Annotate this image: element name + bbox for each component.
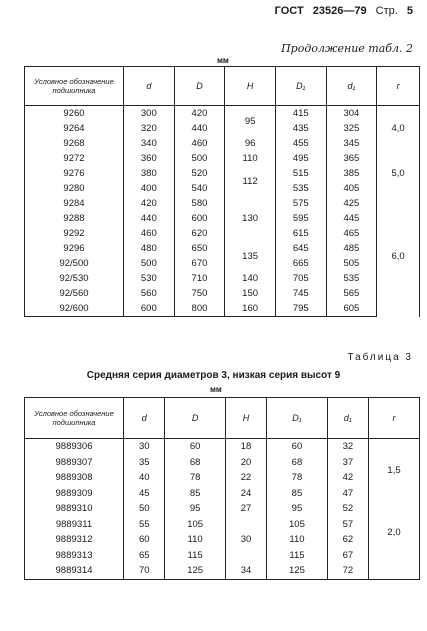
d-cell: 560 — [124, 286, 175, 301]
designation-cell: 9268 — [25, 136, 124, 151]
D-cell: 78 — [165, 470, 225, 486]
designation-cell: 9272 — [25, 151, 124, 166]
d1-cell: 304 — [326, 106, 377, 122]
designation-cell: 9889307 — [25, 455, 124, 471]
table-row — [25, 470, 420, 486]
page-header — [269, 5, 413, 17]
D1-cell: 78 — [267, 470, 327, 486]
designation-cell: 9260 — [25, 106, 124, 122]
D1-cell: 85 — [267, 486, 327, 502]
r-cell: 1,5 — [369, 439, 420, 502]
table-row — [25, 106, 420, 122]
table-row — [25, 151, 420, 166]
column-header: d — [124, 67, 175, 106]
D1-cell: 745 — [275, 286, 326, 301]
D-cell: 800 — [174, 301, 225, 317]
D1-cell: 665 — [275, 256, 326, 271]
d-cell: 60 — [124, 532, 165, 548]
D1-cell: 535 — [275, 181, 326, 196]
designation-cell: 9276 — [25, 166, 124, 181]
table-row — [25, 211, 420, 226]
H-cell: 22 — [225, 470, 266, 486]
designation-cell: 9889306 — [25, 439, 124, 455]
table-row — [25, 548, 420, 564]
designation-cell: 9280 — [25, 181, 124, 196]
D1-cell: 795 — [275, 301, 326, 317]
H-cell: 24 — [225, 486, 266, 502]
d1-cell: 465 — [326, 226, 377, 241]
D1-cell: 60 — [267, 439, 327, 455]
D-cell: 710 — [174, 271, 225, 286]
column-header: Условное обозначение подшипника — [25, 67, 124, 106]
unit-label: мм — [217, 56, 229, 65]
d-cell: 500 — [124, 256, 175, 271]
d1-cell: 72 — [327, 563, 368, 579]
d1-cell: 47 — [327, 486, 368, 502]
d1-cell: 425 — [326, 196, 377, 211]
D-cell: 440 — [174, 121, 225, 136]
d1-cell: 365 — [326, 151, 377, 166]
H-cell: 95 — [225, 106, 276, 137]
D1-cell: 495 — [275, 151, 326, 166]
r-cell: 4,0 — [377, 106, 420, 152]
D-cell: 650 — [174, 241, 225, 256]
table-row — [25, 181, 420, 196]
H-cell: 110 — [225, 151, 276, 166]
d-cell: 460 — [124, 226, 175, 241]
table-row — [25, 563, 420, 579]
D-cell: 600 — [174, 211, 225, 226]
D-cell: 68 — [165, 455, 225, 471]
d1-cell: 535 — [326, 271, 377, 286]
table-row — [25, 455, 420, 471]
column-header: H — [225, 398, 266, 439]
designation-cell: 9889310 — [25, 501, 124, 517]
D-cell: 540 — [174, 181, 225, 196]
designation-cell: 9889308 — [25, 470, 124, 486]
column-header: H — [225, 67, 276, 106]
D-cell: 750 — [174, 286, 225, 301]
d-cell: 70 — [124, 563, 165, 579]
d1-cell: 485 — [326, 241, 377, 256]
d-cell: 45 — [124, 486, 165, 502]
d-cell: 35 — [124, 455, 165, 471]
D-cell: 420 — [174, 106, 225, 122]
H-cell: 27 — [225, 501, 266, 517]
column-header: r — [369, 398, 420, 439]
d-cell: 600 — [124, 301, 175, 317]
D1-cell: 645 — [275, 241, 326, 256]
H-cell: 34 — [225, 563, 266, 579]
d-cell: 400 — [124, 181, 175, 196]
H-cell: 96 — [225, 136, 276, 151]
bearing-table-3 — [24, 397, 420, 580]
table-row — [25, 271, 420, 286]
designation-cell: 9296 — [25, 241, 124, 256]
d-cell: 530 — [124, 271, 175, 286]
H-cell: 112 — [225, 166, 276, 196]
D-cell: 110 — [165, 532, 225, 548]
d1-cell: 57 — [327, 517, 368, 533]
d1-cell: 32 — [327, 439, 368, 455]
designation-cell: 92/500 — [25, 256, 124, 271]
d-cell: 440 — [124, 211, 175, 226]
d-cell: 30 — [124, 439, 165, 455]
column-header: d₁ — [326, 67, 377, 106]
D-cell: 500 — [174, 151, 225, 166]
D-cell: 620 — [174, 226, 225, 241]
continuation-note: Продолжение табл. 2 — [281, 42, 413, 55]
table-row — [25, 532, 420, 548]
D-cell: 460 — [174, 136, 225, 151]
standard-label: ГОСТ — [274, 5, 304, 17]
d1-cell: 345 — [326, 136, 377, 151]
D1-cell: 115 — [267, 548, 327, 564]
d-cell: 300 — [124, 106, 175, 122]
H-cell: 18 — [225, 439, 266, 455]
d-cell: 40 — [124, 470, 165, 486]
D-cell: 105 — [165, 517, 225, 533]
D-cell: 670 — [174, 256, 225, 271]
table-row — [25, 486, 420, 502]
d-cell: 480 — [124, 241, 175, 256]
designation-cell: 92/530 — [25, 271, 124, 286]
bearing-table-2 — [24, 66, 420, 317]
table-row — [25, 136, 420, 151]
designation-cell: 9889309 — [25, 486, 124, 502]
d1-cell: 445 — [326, 211, 377, 226]
designation-cell: 9889311 — [25, 517, 124, 533]
d1-cell: 52 — [327, 501, 368, 517]
D-cell: 95 — [165, 501, 225, 517]
r-cell: 6,0 — [377, 196, 420, 317]
H-cell: 130 — [225, 196, 276, 241]
designation-cell: 9288 — [25, 211, 124, 226]
table-row — [25, 301, 420, 317]
r-cell — [369, 563, 420, 579]
d1-cell: 405 — [326, 181, 377, 196]
d-cell: 420 — [124, 196, 175, 211]
D1-cell: 110 — [267, 532, 327, 548]
D1-cell: 125 — [267, 563, 327, 579]
D1-cell: 575 — [275, 196, 326, 211]
unit-label: мм — [210, 385, 222, 394]
D1-cell: 515 — [275, 166, 326, 181]
table-row — [25, 121, 420, 136]
table-title: Средняя серия диаметров 3, низкая серия высот 9 — [86, 370, 341, 381]
column-header: D₁ — [267, 398, 327, 439]
D1-cell: 415 — [275, 106, 326, 122]
D-cell: 115 — [165, 548, 225, 564]
D-cell: 85 — [165, 486, 225, 502]
designation-cell: 92/600 — [25, 301, 124, 317]
D1-cell: 615 — [275, 226, 326, 241]
column-header: Условное обозначение подшипника — [25, 398, 124, 439]
d1-cell: 37 — [327, 455, 368, 471]
H-cell: 30 — [225, 517, 266, 564]
standard-number: 23526—79 — [312, 5, 367, 17]
table-row — [25, 256, 420, 271]
table-row — [25, 241, 420, 256]
d1-cell: 565 — [326, 286, 377, 301]
d1-cell: 62 — [327, 532, 368, 548]
D1-cell: 435 — [275, 121, 326, 136]
column-header: D — [165, 398, 225, 439]
designation-cell: 9292 — [25, 226, 124, 241]
column-header: r — [377, 67, 420, 106]
D-cell: 60 — [165, 439, 225, 455]
D1-cell: 105 — [267, 517, 327, 533]
r-cell: 5,0 — [377, 151, 420, 196]
r-cell: 2,0 — [369, 501, 420, 563]
D1-cell: 95 — [267, 501, 327, 517]
page-label: Стр. — [375, 5, 398, 17]
D1-cell: 455 — [275, 136, 326, 151]
table-row — [25, 196, 420, 211]
H-cell: 160 — [225, 301, 276, 317]
column-header: D₁ — [275, 67, 326, 106]
H-cell: 140 — [225, 271, 276, 286]
table-row — [25, 439, 420, 455]
d-cell: 340 — [124, 136, 175, 151]
table-row — [25, 286, 420, 301]
column-header: d₁ — [327, 398, 368, 439]
table-row — [25, 517, 420, 533]
d1-cell: 42 — [327, 470, 368, 486]
D1-cell: 68 — [267, 455, 327, 471]
table-row — [25, 501, 420, 517]
d1-cell: 605 — [326, 301, 377, 317]
designation-cell: 92/560 — [25, 286, 124, 301]
designation-cell: 9889314 — [25, 563, 124, 579]
d-cell: 380 — [124, 166, 175, 181]
H-cell: 150 — [225, 286, 276, 301]
D1-cell: 705 — [275, 271, 326, 286]
D-cell: 580 — [174, 196, 225, 211]
d-cell: 360 — [124, 151, 175, 166]
d1-cell: 505 — [326, 256, 377, 271]
column-header: D — [174, 67, 225, 106]
designation-cell: 9264 — [25, 121, 124, 136]
column-header: d — [124, 398, 165, 439]
table-row — [25, 226, 420, 241]
d-cell: 55 — [124, 517, 165, 533]
d-cell: 50 — [124, 501, 165, 517]
D-cell: 520 — [174, 166, 225, 181]
d1-cell: 325 — [326, 121, 377, 136]
page-number: 5 — [406, 5, 413, 17]
d1-cell: 385 — [326, 166, 377, 181]
designation-cell: 9889313 — [25, 548, 124, 564]
H-cell: 135 — [225, 241, 276, 271]
table-row — [25, 166, 420, 181]
d1-cell: 67 — [327, 548, 368, 564]
designation-cell: 9284 — [25, 196, 124, 211]
D1-cell: 595 — [275, 211, 326, 226]
table-label: Таблица 3 — [347, 352, 413, 363]
d-cell: 320 — [124, 121, 175, 136]
d-cell: 65 — [124, 548, 165, 564]
designation-cell: 9889312 — [25, 532, 124, 548]
H-cell: 20 — [225, 455, 266, 471]
D-cell: 125 — [165, 563, 225, 579]
